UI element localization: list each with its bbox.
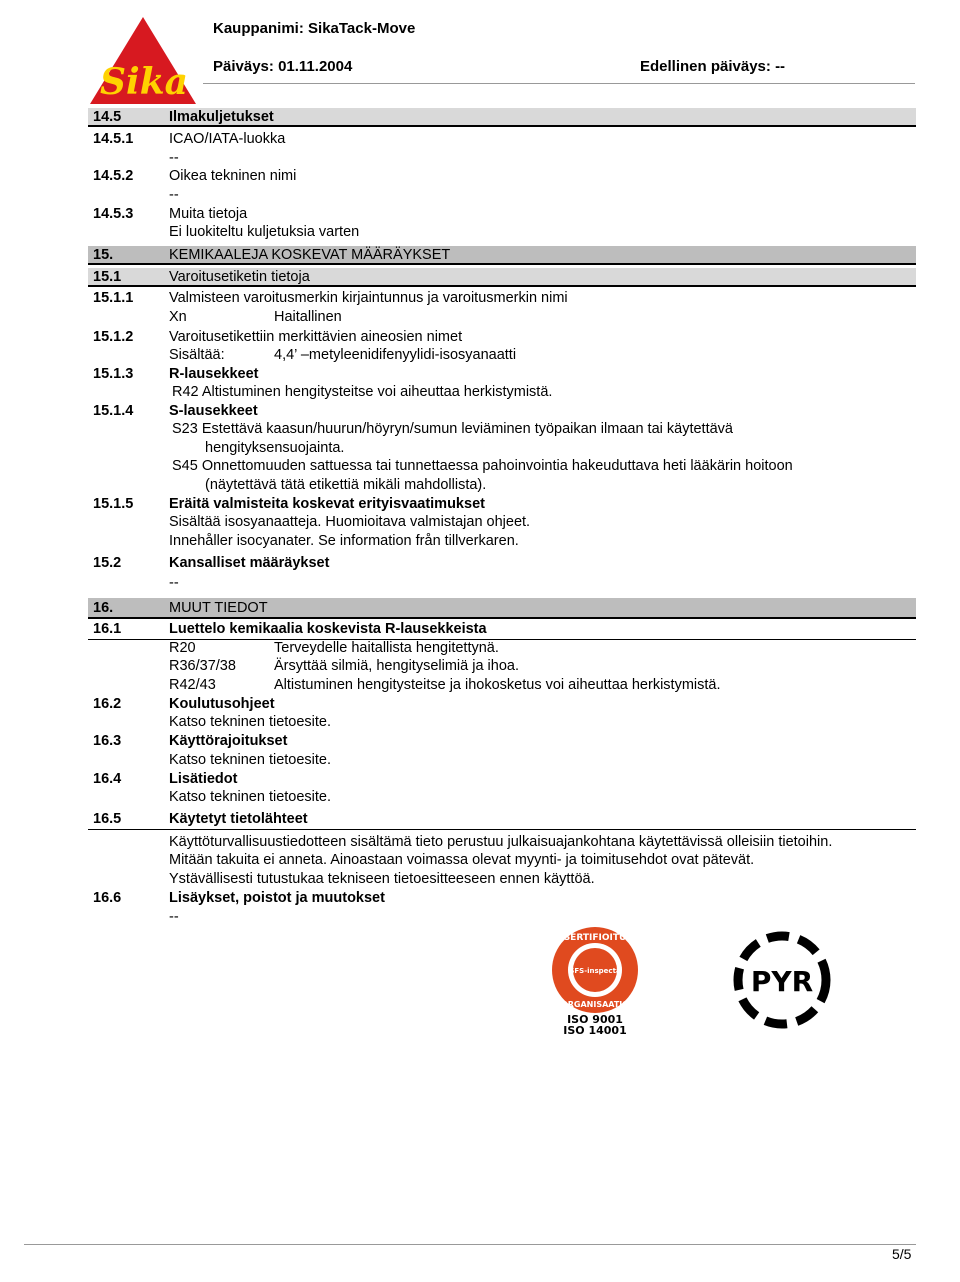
section-number: 15. (93, 247, 114, 263)
section-title: KEMIKAALEJA KOSKEVAT MÄÄRÄYKSET (169, 247, 451, 263)
section-number: 14.5.2 (93, 168, 134, 184)
section-title: Koulutusohjeet (169, 696, 275, 712)
section-value: -- (169, 150, 179, 166)
r-code: R20 (169, 640, 196, 656)
previous-date (640, 58, 785, 75)
subsection-rule (88, 639, 916, 640)
section-value: -- (169, 575, 179, 591)
header-rule (203, 83, 915, 84)
pyr-text: PYR (750, 965, 814, 998)
subsection-rule (88, 829, 916, 830)
previous-date-label: Edellinen päiväys: (640, 58, 771, 75)
section-title: Luettelo kemikaalia koskevista R-lausekkeista (169, 621, 487, 637)
section-value: Katso tekninen tietoesite. (169, 714, 332, 730)
section-number: 14.5 (93, 109, 122, 125)
r-code: R42/43 (169, 677, 216, 693)
section-number: 16.1 (93, 621, 122, 637)
section-number: 15.1.2 (93, 329, 134, 345)
pyr-logo (722, 925, 842, 1035)
seal-mid-text: SFS-inspecta (569, 967, 621, 975)
logo-text: Sika (100, 61, 188, 103)
section-number: 15.1.1 (93, 290, 134, 306)
section-value: -- (169, 909, 179, 925)
section-number: 16.6 (93, 890, 122, 906)
section-title: Varoitusetiketin tietoja (169, 269, 310, 285)
section-number: 15.2 (93, 555, 122, 571)
section-value: Katso tekninen tietoesite. (169, 752, 332, 768)
section-title: Muita tietoja (169, 206, 248, 222)
r-text: Altistuminen hengitysteitse ja ihokosketus voi aiheuttaa herkistymistä. (274, 677, 721, 693)
sika-logo (88, 14, 203, 106)
requirement-text: Innehåller isocyanater. Se information från tillverkaren. (169, 533, 519, 549)
section-number: 16. (93, 600, 114, 616)
section-number: 16.5 (93, 811, 122, 827)
section-number: 15.1.3 (93, 366, 134, 382)
trade-name-label: Kauppanimi: (213, 20, 304, 37)
section-number: 16.3 (93, 733, 122, 749)
s-phrase-continued: (näytettävä tätä etikettiä mikäli mahdollista). (205, 477, 487, 493)
date-value: 01.11.2004 (278, 58, 353, 75)
section-title: ICAO/IATA-luokka (169, 131, 286, 147)
s-phrase-continued: hengityksensuojainta. (205, 440, 345, 456)
contains-label: Sisältää: (169, 347, 225, 363)
section-number: 16.2 (93, 696, 122, 712)
contains-value: 4,4’ –metyleenidifenyylidi-isosyanaatti (274, 347, 517, 363)
section-value: -- (169, 187, 179, 203)
section-title: Eräitä valmisteita koskevat erityisvaatimukset (169, 496, 485, 512)
section-number: 15.1.4 (93, 403, 134, 419)
source-text: Mitään takuita ei anneta. Ainoastaan voimassa olevat myynti- ja toimitusehdot ovat pätevät. (169, 852, 755, 868)
trade-name (213, 20, 415, 37)
section-number: 14.5.1 (93, 131, 134, 147)
section-title: Ilmakuljetukset (169, 109, 274, 125)
section-title: Varoitusetikettiin merkittävien aineosien nimet (169, 329, 463, 345)
section-number: 15.1.5 (93, 496, 134, 512)
trade-name-value: SikaTack-Move (308, 20, 416, 37)
requirement-text: Sisältää isosyanaatteja. Huomioitava valmistajan ohjeet. (169, 514, 531, 530)
footer-rule (24, 1244, 916, 1245)
source-text: Ystävällisesti tutustukaa tekniseen tietoesitteeseen ennen käyttöä. (169, 871, 595, 887)
r-code: R36/37/38 (169, 658, 236, 674)
iso-9001-text: ISO 9001 (567, 1013, 623, 1026)
section-title: Oikea tekninen nimi (169, 168, 297, 184)
section-title: R-lausekkeet (169, 366, 259, 382)
r-phrase: R42 Altistuminen hengitysteitse voi aiheuttaa herkistymistä. (172, 384, 553, 400)
section-title: Kansalliset määräykset (169, 555, 330, 571)
hazard-code: Xn (169, 309, 187, 325)
section-value: Ei luokiteltu kuljetuksia varten (169, 224, 360, 240)
section-title: Käyttörajoitukset (169, 733, 288, 749)
section-title: Valmisteen varoitusmerkin kirjaintunnus ja varoitusmerkin nimi (169, 290, 568, 306)
section-number: 16.4 (93, 771, 122, 787)
seal-bottom-text: ORGANISAATIO (560, 1000, 630, 1009)
page-number: 5/5 (892, 1246, 912, 1262)
sfs-inspecta-seal (535, 925, 655, 1035)
iso-14001-text: ISO 14001 (563, 1024, 627, 1035)
s-phrase: S45 Onnettomuuden sattuessa tai tunnettaessa pahoinvointia hakeuduttava heti lääkärin hoitoon (172, 458, 793, 474)
r-text: Ärsyttää silmiä, hengityselimiä ja ihoa. (274, 658, 519, 674)
seal-top-text: SERTIFIOITU (563, 933, 627, 943)
section-number: 14.5.3 (93, 206, 134, 222)
section-title: S-lausekkeet (169, 403, 258, 419)
s-phrase: S23 Estettävä kaasun/huurun/höyryn/sumun leviäminen työpaikan ilmaan tai käytettävä (172, 421, 733, 437)
date-label: Päiväys: (213, 58, 274, 75)
date (213, 58, 352, 75)
section-value: Katso tekninen tietoesite. (169, 789, 332, 805)
hazard-name: Haitallinen (274, 309, 342, 325)
section-title: Lisätiedot (169, 771, 238, 787)
r-text: Terveydelle haitallista hengitettynä. (274, 640, 499, 656)
source-text: Käyttöturvallisuustiedotteen sisältämä tieto perustuu julkaisuajankohtana käytettävissä olleisiin tietoihin. (169, 834, 833, 850)
section-number: 15.1 (93, 269, 122, 285)
section-title: MUUT TIEDOT (169, 600, 268, 616)
section-title: Lisäykset, poistot ja muutokset (169, 890, 385, 906)
previous-date-value: -- (775, 58, 786, 75)
section-title: Käytetyt tietolähteet (169, 811, 308, 827)
